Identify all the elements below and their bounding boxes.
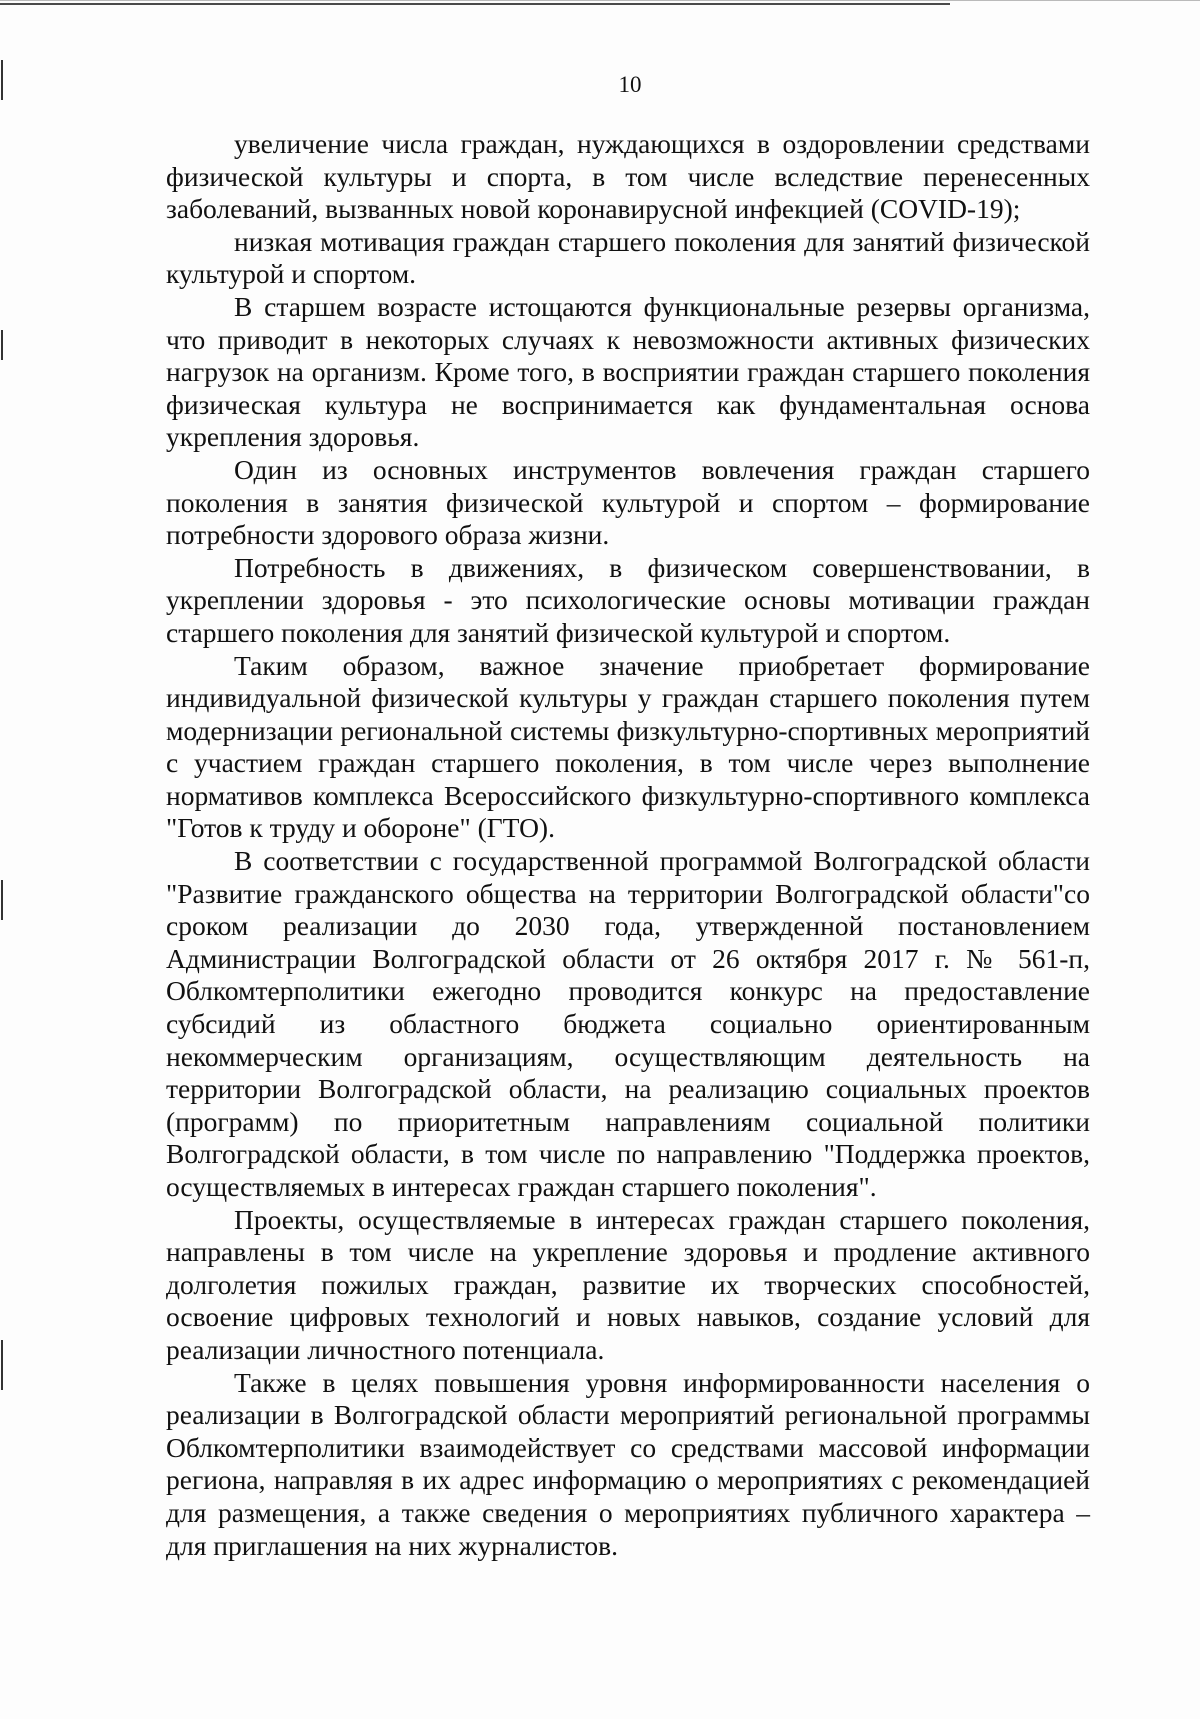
page-number: 10 — [618, 72, 642, 97]
paragraph: увеличение числа граждан, нуждающихся в оздоровлении средствами физической культуры и спорта, в том числе вследствие перенесенных заболеваний, вызванных новой коронавирусной инфекцией (COVID-19); — [166, 128, 1090, 225]
paragraph: Также в целях повышения уровня информированности населения о реализации в Волгоградской области мероприятий региональной программы Облкомтерполитики взаимодействует со средствами массовой информации региона, направляя в их адрес информацию о мероприятиях с рекомендацией для размещения, а также сведения о мероприятиях публичного характера – для приглашения на них журналистов. — [166, 1366, 1090, 1561]
scan-edge-line — [0, 3, 950, 5]
paragraph: Таким образом, важное значение приобретает формирование индивидуальной физической культуры у граждан старшего поколения путем модернизации региональной системы физкультурно-спортивных мероприятий с участием граждан старшего поколения, в том числе через выполнение нормативов комплекса Всероссийского физкультурно-спортивного комплекса "Готов к труду и обороне" (ГТО). — [166, 649, 1090, 844]
scan-edge-mark — [1, 60, 3, 100]
scan-edge-mark — [1, 1340, 3, 1390]
document-body — [166, 128, 1090, 1562]
scan-edge-mark — [1, 880, 3, 920]
paragraph: В старшем возрасте истощаются функциональные резервы организма, что приводит в некоторых случаях к невозможности активных физических нагрузок на организм. Кроме того, в восприятии граждан старшего поколения физическая культура не воспринимается как фундаментальная основа укрепления здоровья. — [166, 290, 1090, 453]
paragraph: Один из основных инструментов вовлечения граждан старшего поколения в занятия физической культурой и спортом – формирование потребности здорового образа жизни. — [166, 453, 1090, 551]
paragraph: В соответствии с государственной программой Волгоградской области "Развитие гражданского общества на территории Волгоградской области"со сроком реализации до 2030 года, утвержденной постановлением Администрации Волгоградской области от 26 октября 2017 г. № 561-п, Облкомтерполитики ежегодно проводится конкурс на предоставление субсидий из областного бюджета социально ориентированным некоммерческим организациям, осуществляющим деятельность на территории Волгоградской области, на реализацию социальных проектов (программ) по приоритетным направлениям социальной политики Волгоградской области, в том числе по направлению "Поддержка проектов, осуществляемых в интересах граждан старшего поколения". — [166, 845, 1090, 1202]
paragraph: низкая мотивация граждан старшего поколения для занятий физической культурой и спортом. — [166, 225, 1090, 290]
paragraph: Проекты, осуществляемые в интересах граждан старшего поколения, направлены в том числе на укрепление здоровья и продление активного долголетия пожилых граждан, развитие их творческих способностей, освоение цифровых технологий и новых навыков, создание условий для реализации личностного потенциала. — [166, 1203, 1090, 1365]
paragraph: Потребность в движениях, в физическом совершенствовании, в укреплении здоровья - это психологические основы мотивации граждан старшего поколения для занятий физической культурой и спортом. — [166, 551, 1090, 648]
scan-edge-line — [0, 0, 1200, 1]
scan-edge-mark — [1, 330, 3, 360]
